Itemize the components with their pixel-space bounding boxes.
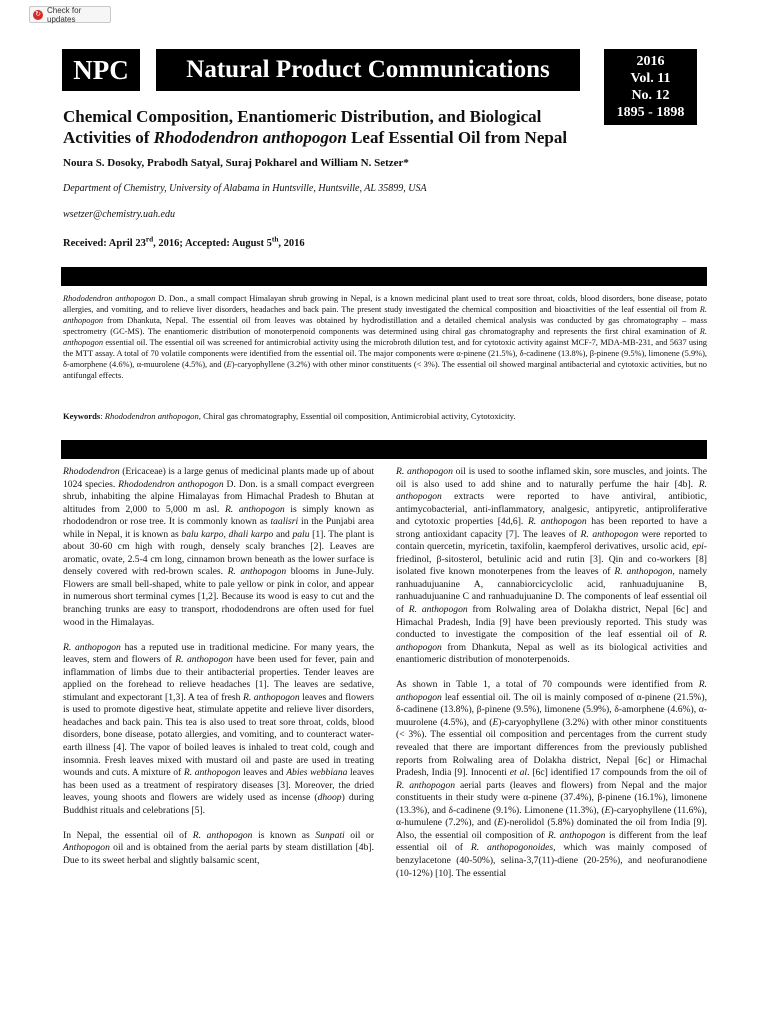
r-p2-e: aerial parts (leaves and flowers) from Nepal and the major constituents in their study were α-pinene (37.4%), β-pinene (16.1%), limonene (13.3%), and δ-cadinene (9.1%). Limonene (11.3%), ( [396, 779, 707, 816]
abstract-divider-bar [61, 267, 707, 286]
keywords-list: , Chiral gas chromatography, Essential oil composition, Antimicrobial activity, Cytotoxicity. [198, 411, 516, 421]
issue-pages: 1895 - 1898 [616, 105, 685, 120]
l-p1-b: D. Don. is a small compact evergreen shrub, inhabiting the alpine Himalayas from Himachal Pradesh to Bhutan at altitudes from 2,000 to 5,000 m asl. [63, 478, 375, 515]
abstract-text-c: essential oil. The essential oil was screened for antimicrobial activity using the microbroth dilution test, and for cytotoxic activity against MCF-7, MDA-MB-231, and 5637 using the MTT assay. A total of 70 volatile components were identified from the essential oil. The major components were α-pinene (21.5%), δ-cadinene (13.8%), β-pinene (9.5%), limonene (5.9%), δ-amorphene (4.6%), α-muurolene (4.5%), and ( [63, 338, 707, 369]
l-p3-anthopogon: Anthopogon [63, 842, 110, 854]
r-p2-c: )-caryophyllene (3.2%) with other minor constituents (< 3%). The essential oil composition and percentages from the current study revealed that there are important differences from the previously published reports from Rolwaling area of Dolakha district, Nepal [6c] or Himachal Pradesh, India [9]. Innocenti [396, 716, 707, 779]
l-p1-r2: R. anthopogon [227, 566, 287, 578]
abstract [63, 293, 707, 381]
accepted-sup: th [271, 234, 279, 244]
title-line-2a: Activities of [63, 128, 154, 147]
title-line-1: Chemical Composition, Enantiomeric Distribution, and Biological [63, 107, 542, 126]
l-p2-abies: Abies webbiana [286, 767, 348, 779]
l-p2-r2: R. anthopogon [175, 654, 233, 666]
r-p2-e2: E [604, 804, 611, 816]
r-p1-r5: R. anthopogon, [614, 566, 675, 578]
paragraph [396, 466, 707, 667]
keywords-label: Keywords [63, 411, 101, 421]
keywords-species: Rhododendron anthopogon [104, 411, 199, 421]
body-divider-bar [61, 440, 707, 459]
l-p1-and: and [273, 528, 293, 540]
paragraph [63, 642, 374, 818]
paragraph [396, 679, 707, 880]
issue-volume: Vol. 11 [630, 71, 671, 86]
abstract-text-b: from Dhankuta, Nepal. The essential oil from leaves was obtained by hydrodistillation and a detailed chemical analysis was conducted by gas chromatography – mass spectrometry (GC-MS). The enantiomeric distribution of monoterpenoid components was determined using chiral gas chromatography and represents the first chiral examination of [63, 316, 707, 336]
l-p2-r1: R. anthopogon [63, 641, 121, 653]
l-p1-d: in the Punjabi area while in Nepal, it is known as [63, 516, 374, 540]
r-p2-r2: R. anthopogon [396, 779, 456, 791]
abstract-text-d: )-caryophyllene (3.2%) with other minor constituents (< 3%). The essential oil showed marginal antibacterial and cytotoxic activities, but no antifungal effects. [63, 360, 707, 380]
r-p1-d: were reported to contain quercetin, myricetin, taxifolin, kaempferol derivatives, ursolic acid, [396, 528, 708, 553]
abstract-species-short-2: R. anthopogon [63, 327, 707, 347]
r-p1-b: extracts were reported to have antiviral, antibiotic, antimycobacterial, anti-inflammatory, analgesic, antipyretic, antiproliferative and cytotoxic properties [4d,6]. [396, 491, 707, 528]
l-p3-r1: R. anthopogon [192, 829, 253, 841]
issue-year: 2016 [636, 54, 665, 69]
abstract-text-a: D. Don., a small compact Himalayan shrub growing in Nepal, is a known medicinal plant used to treat sore throat, colds, blood disorders, bone disease, potato allergies, and vomiting, and to relieve liver disorders, headaches and back pain. The present study investigated the chemical composition and bioactivities of the leaf essential oil from [63, 294, 707, 314]
l-p1-names: balu karpo, dhali karpo [181, 528, 274, 540]
r-p2-etal: et al [509, 767, 528, 779]
r-p2-b: leaf essential oil. The oil is mainly composed of α-pinene (21.5%), δ-cadinene (13.8%), β-pinene (9.5%), limonene (5.9%), δ-amorphene (4.6%), α-muurolene (4.5%), and ( [396, 691, 707, 728]
l-p3-a: In Nepal, the essential oil of [63, 829, 193, 841]
l-p2-r4: R. anthopogon [183, 767, 241, 779]
l-p1-f: blooms in June-July. Flowers are small bell-shaped, white to pale yellow or pink in color, and appear in numerous short terminal cymes [1,2]. Because its wood is easy to cut and the branching trunks are easy to transport, rhododendrons are often used for fuel wood in the Himalayas. [63, 566, 374, 628]
r-p1-r7: R. anthopogon [396, 629, 707, 653]
keywords [63, 411, 707, 422]
l-p2-d: leaves and [240, 767, 287, 779]
issue-number: No. 12 [631, 88, 670, 103]
l-p2-b: have been used for fever, pain and inflammation of limbs due to their antibacterial properties. Tender leaves are applied on the forehead to relieve headaches [1]. The leaves are sedative, stimulant and expectorant [1,3]. A tea of fresh [63, 654, 374, 703]
title-species: Rhododendron anthopogon [153, 128, 347, 147]
r-p1-r2: R. anthopogon [396, 478, 707, 503]
l-p1-species: Rhododendron anthopogon [118, 478, 224, 490]
r-p1-r4: R. anthopogon [580, 528, 639, 540]
r-p2-i: , which was mainly composed of benzylacetone (40-50%), selina-3,7(11)-diene (20-25%), and neofuranodiene (10-12%) [10]. The essential [396, 842, 708, 879]
keywords-colon: : [100, 411, 105, 421]
abstract-species-short-1: R. anthopogon [63, 305, 707, 325]
r-p1-epi: epi [692, 541, 704, 553]
corresponding-email[interactable]: wsetzer@chemistry.uah.edu [63, 209, 175, 220]
r-p2-r4: R. anthopogonoides [470, 842, 554, 854]
l-p2-c: leaves and flowers is used to promote digestive heat, stimulate appetite and relieve liver disorders, headaches and back pain. This tea is also used to treat sore throat, colds, blood disorders, bone disease, potato allergies, and vomiting, and to counteract water-earth illness [4]. The vapor of boiled leaves is inhaled to treat cold, cough and insomnia. Fresh leaves mixed with mustard oil and paste are used in treating wounds and cuts. A mixture of [63, 691, 374, 779]
paragraph [63, 830, 374, 868]
r-p2-f: )-caryophyllene (11.6%), α-humulene (7.2%), and ( [396, 804, 707, 829]
r-p1-r6: R. anthopogon [408, 604, 468, 616]
r-p1-e: -friedinol, β-sitosterol, betulinic acid and rutin [3]. Qin and co-workers [8] isolated five known monoterpenes from the leaves of [396, 541, 707, 578]
l-p1-palu: palu [292, 528, 310, 540]
l-p3-d: oil and is obtained from the aerial parts by steam distillation [4b]. Due to its sweet herbal and slightly balsamic scent, [63, 842, 374, 866]
r-p1-r3: R. anthopogon [527, 516, 587, 528]
article-title [63, 106, 593, 148]
l-p2-e: leaves has been used as a treatment of respiratory diseases [3]. Moreover, the dried leaves, young shoots and flowers are widely used as incense ( [63, 767, 374, 804]
check-for-updates-badge[interactable] [29, 6, 111, 23]
received-sup: rd [145, 234, 154, 244]
issue-info-box [604, 49, 697, 125]
l-p2-dhoop: dhoop [317, 792, 342, 804]
r-p1-r1: R. anthopogon [396, 466, 453, 477]
check-for-updates-label: Check for updates [47, 5, 82, 24]
l-p1-genus: Rhododendron [63, 466, 120, 477]
r-p2-d: . [6c] identified 17 compounds from the oil of [527, 767, 707, 779]
l-p2-r3: R. anthopogon [242, 691, 300, 703]
journal-logo: NPC [62, 49, 140, 91]
r-p1-f: namely ranhuadujuanine A, cannabiorcicyclolic acid, ranhuadujuanine B, ranhuadujuanine C and ranhuadujuanine D. The components of leaf essential oil of [396, 566, 707, 616]
body-column-right [396, 466, 707, 880]
received-accepted-dates [63, 234, 305, 249]
l-p2-a: has a reputed use in traditional medicine. For many years, the leaves, stem and flowers of [63, 641, 374, 666]
affiliation: Department of Chemistry, University of Alabama in Huntsville, Huntsville, AL 35899, USA [63, 183, 427, 194]
r-p1-h: from Dhankuta, Nepal as well as its biological activities and enantiomeric distribution of monoterpenoids. [396, 641, 707, 666]
l-p1-taalisri: taalisri [270, 516, 299, 528]
journal-title: Natural Product Communications [156, 49, 580, 91]
abstract-species: Rhododendron anthopogon [63, 294, 156, 303]
l-p1-r1: R. anthopogon [224, 503, 285, 515]
r-p2-r1: R. anthopogon [396, 679, 707, 703]
r-p2-e3: E [497, 817, 504, 829]
received-date: Received: April 23 [63, 238, 146, 249]
l-p1-e: [1]. The plant is about 30-60 cm high with rough, densely scaly branches [2]. Leaves are aromatic, ovate, 2.5-4 cm long, cinnamon brown beneath as the lower surface is densely covered with red-brown scales. [63, 528, 374, 578]
l-p3-sunpati: Sunpati [315, 829, 345, 841]
r-p2-e1: E [492, 716, 499, 728]
r-p2-h: is different from the leaf essential oil of [396, 829, 707, 854]
r-p2-a: As shown in Table 1, a total of 70 compounds were identified from [396, 679, 699, 691]
accepted-year: , 2016 [278, 238, 305, 249]
l-p3-c: oil or [344, 829, 375, 841]
abstract-e-1: E [226, 360, 232, 369]
r-p2-g: )-nerolidol (5.8%) dominated the oil from India [9]. Also, the essential oil composition of [396, 817, 707, 841]
title-line-2b: Leaf Essential Oil from Nepal [346, 128, 568, 147]
paragraph [63, 466, 374, 629]
l-p2-f: ) during Buddhist rituals and celebrations [5]. [63, 792, 374, 816]
l-p1-a: (Ericaceae) is a large genus of medicinal plants made up of about 1024 species. [63, 466, 374, 490]
update-icon: ↻ [33, 10, 43, 20]
accepted-date: , 2016; Accepted: August 5 [153, 238, 272, 249]
author-list: Noura S. Dosoky, Prabodh Satyal, Suraj Pokharel and William N. Setzer* [63, 157, 409, 169]
r-p1-g: from Rolwaling area of Dolakha district, Nepal [6c] and Himachal Pradesh, India [9] have been previously reported. This study was conducted to investigate the composition of the leaf essential oil of [396, 604, 708, 641]
l-p1-c: is simply known as rhododendron or rose tree. It is commonly known as [63, 503, 374, 528]
l-p3-b: is known as [252, 829, 316, 841]
r-p1-c: has been reported to have a strong antioxidant capacity [7]. The leaves of [396, 516, 707, 540]
body-column-left [63, 466, 374, 868]
r-p2-r3: R. anthopogon [547, 829, 606, 841]
r-p1-a: oil is used to soothe inflamed skin, sore muscles, and joints. The oil is also used to add shine and to naturally perfume the hair [4b]. [396, 466, 708, 490]
